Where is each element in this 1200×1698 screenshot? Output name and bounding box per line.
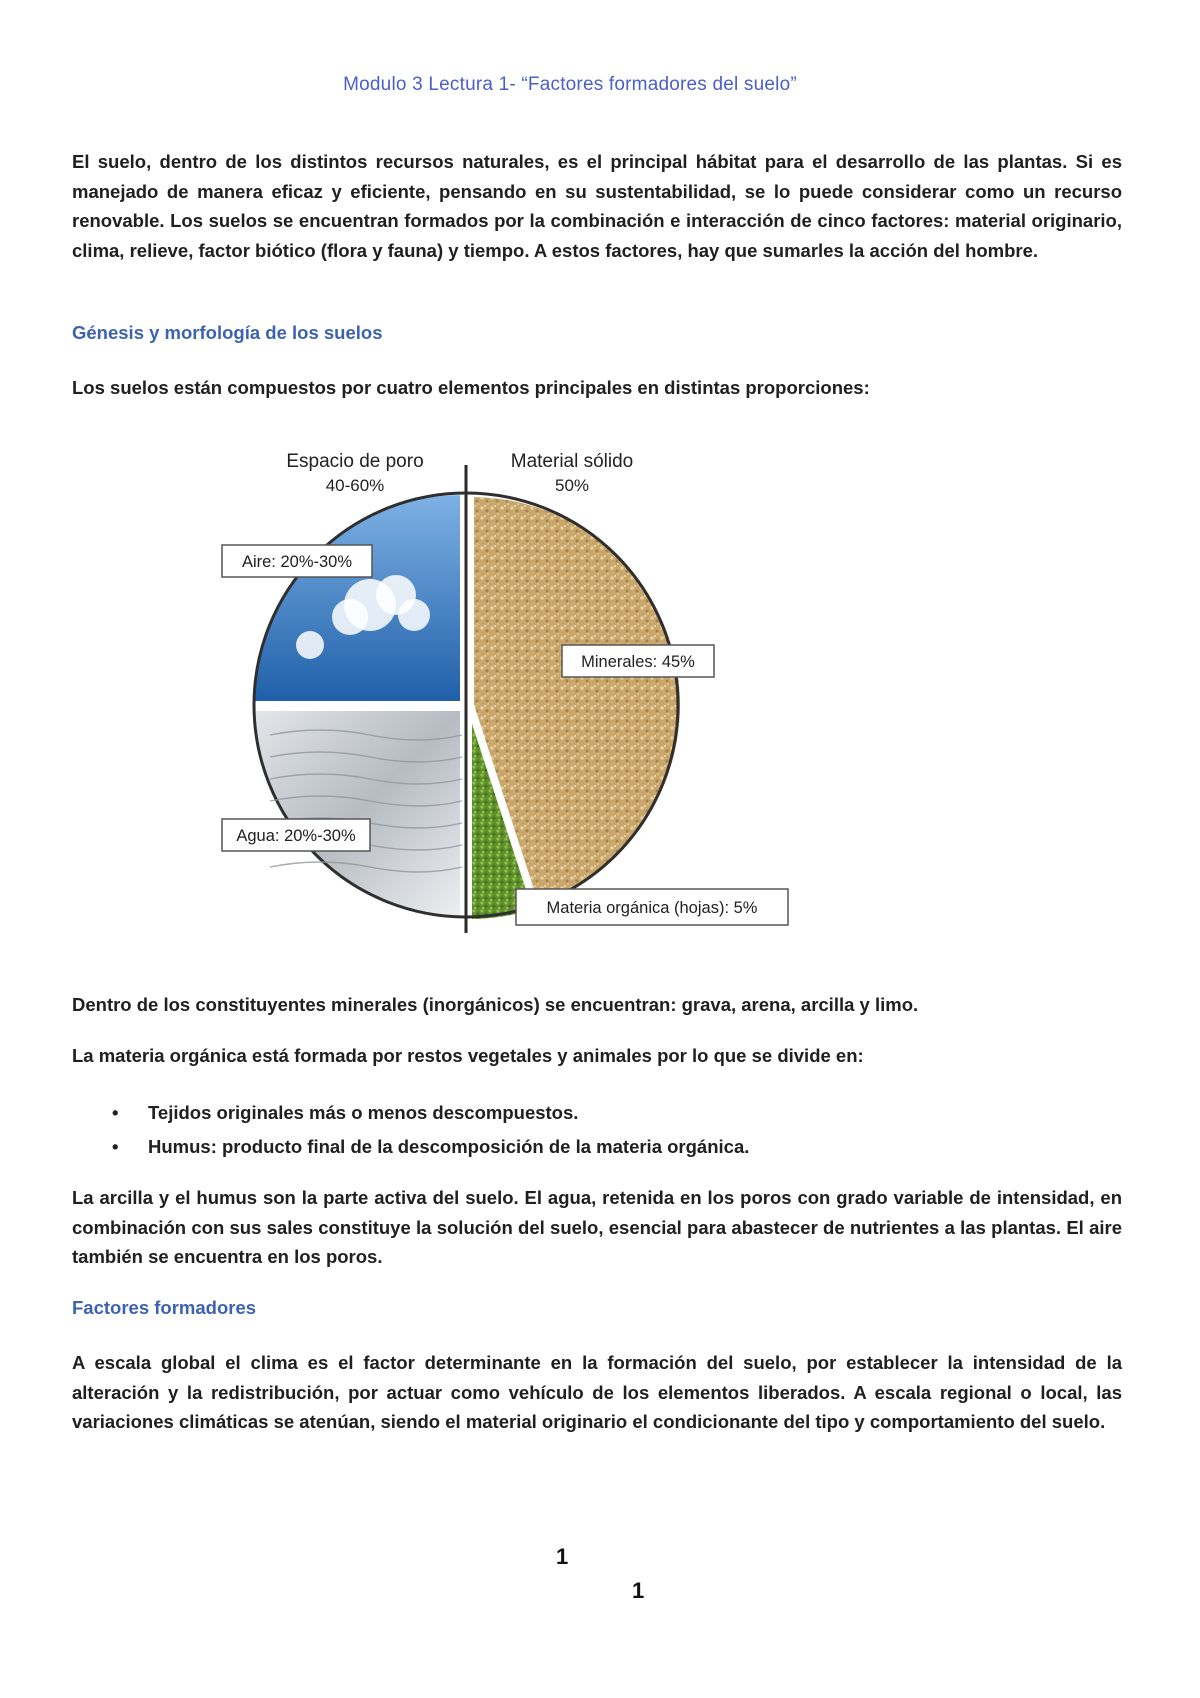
section-heading-factores: Factores formadores <box>72 1297 257 1318</box>
cloud-shape <box>296 631 324 659</box>
bullet-icon: • <box>112 1136 119 1157</box>
list-item <box>72 1130 1072 1164</box>
section-heading-genesis: Génesis y morfología de los suelos <box>72 322 383 343</box>
cloud-shape <box>332 599 368 635</box>
list-item <box>72 1096 1072 1130</box>
page-number: 1 <box>556 1544 569 1569</box>
organic-matter-paragraph: La materia orgánica está formada por restos vegetales y animales por lo que se divide en: <box>72 1045 864 1066</box>
document-title: Modulo 3 Lectura 1- “Factores formadores del suelo” <box>343 74 797 95</box>
intro-paragraph: El suelo, dentro de los distintos recursos naturales, es el principal hábitat para el desarrollo de las plantas. Si es manejado de manera eficaz y eficiente, pensando en su sustentabilidad, se lo puede considerar como un recurso renovable. Los suelos se encuentran formados por la combinación e interacción de cinco factores: material originario, clima, relieve, factor biótico (flora y fauna) y tiempo. A estos factores, hay que sumarles la acción del hombre. <box>72 151 1122 261</box>
bullet-icon: • <box>112 1102 119 1123</box>
slice-label-aire: Aire: 20%-30% <box>241 553 353 571</box>
slice-label-minerales: Minerales: 45% <box>581 653 695 671</box>
organic-matter-list <box>72 1096 1072 1164</box>
soil-composition-chart <box>200 445 800 945</box>
page-number-secondary: 1 <box>632 1578 645 1603</box>
cloud-shape <box>398 599 430 631</box>
list-item-text: Tejidos originales más o menos descompuestos. <box>148 1102 579 1123</box>
list-item-text: Humus: producto final de la descomposición de la materia orgánica. <box>148 1136 750 1157</box>
factores-paragraph: A escala global el clima es el factor determinante en la formación del suelo, por establecer la intensidad de la alteración y la redistribución, por actuar como vehículo de los elementos liberados. A escala regional o local, las variaciones climáticas se atenúan, siendo el material originario el condicionante del tipo y comportamiento del suelo. <box>72 1352 1122 1432</box>
composition-paragraph: Los suelos están compuestos por cuatro elementos principales en distintas proporciones: <box>72 377 870 398</box>
slice-label-agua: Agua: 20%-30% <box>236 827 356 845</box>
group-value-pore-space: 40-60% <box>325 476 385 495</box>
group-label-solid: Material sólido <box>510 451 634 472</box>
group-label-pore-space: Espacio de poro <box>286 451 424 472</box>
minerals-paragraph: Dentro de los constituyentes minerales (inorgánicos) se encuentran: grava, arena, arcilla y limo. <box>72 994 919 1015</box>
slice-label-materia-org-nica: Materia orgánica (hojas): 5% <box>546 899 758 917</box>
group-value-solid: 50% <box>554 476 590 495</box>
active-part-paragraph: La arcilla y el humus son la parte activa del suelo. El agua, retenida en los poros con grado variable de intensidad, en combinación con sus sales constituye la solución del suelo, esencial para abastecer de nutrientes a las plantas. El aire también se encuentra en los poros. <box>72 1187 1122 1267</box>
